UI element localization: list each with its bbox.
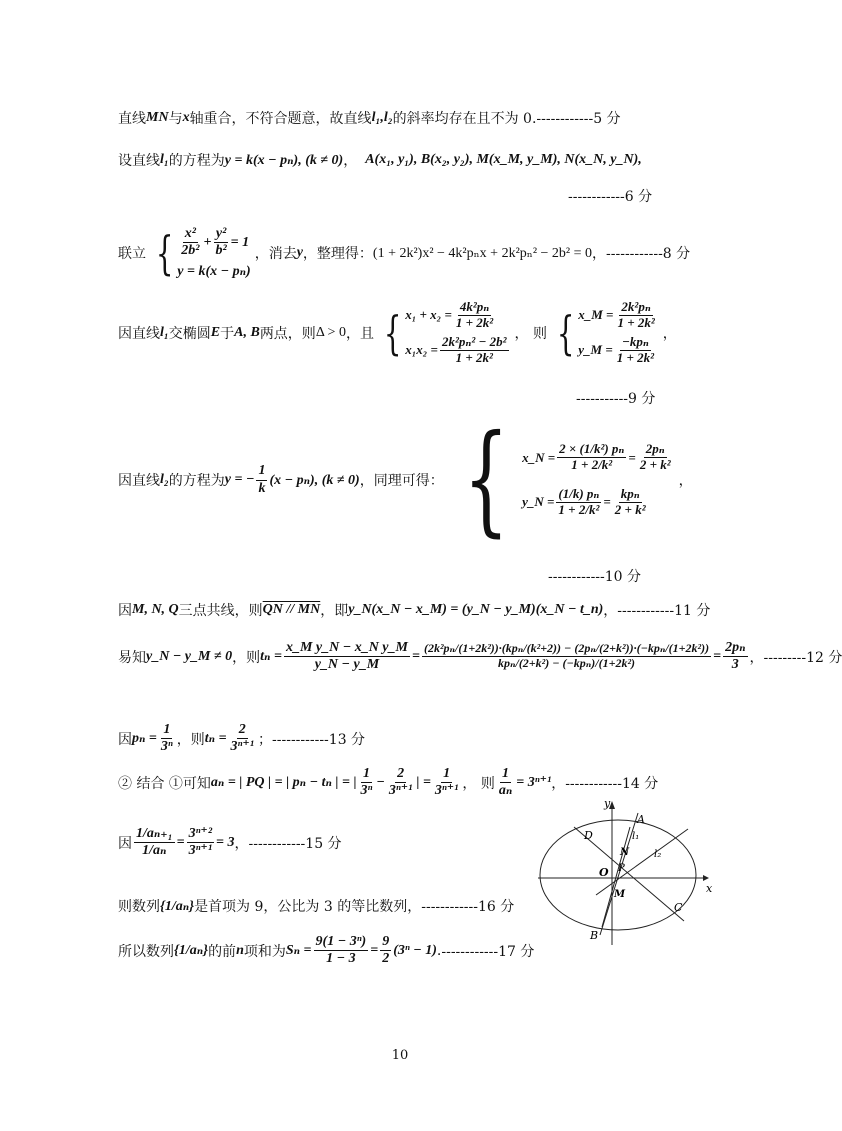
math: MN — [146, 110, 169, 125]
line-2 — [118, 150, 642, 170]
label-C: C — [674, 901, 683, 914]
frac-num: 9(1 − 3ⁿ) — [314, 934, 369, 951]
math: n — [236, 942, 244, 958]
brace: { — [383, 305, 402, 360]
line-4 — [118, 300, 677, 366]
score-mark: ------------13 分 — [272, 731, 366, 748]
text: 是首项为 9，公比为 3 的等比数列， — [194, 899, 422, 915]
line-8 — [118, 722, 365, 755]
frac-num: 2 — [237, 722, 248, 739]
text: 设直线 — [118, 153, 160, 169]
math: Sₙ = — [285, 943, 312, 959]
text: 联立 — [118, 246, 146, 263]
math: y = k(x − pₙ) — [177, 264, 251, 280]
line-1 — [118, 108, 621, 128]
score-mark: ------------15 分 — [248, 835, 342, 852]
math: QN // MN — [262, 602, 321, 617]
text: ， 则 — [462, 775, 495, 792]
math: aₙ = | PQ | = | pₙ − tₙ | = | — [210, 775, 357, 791]
text: ， — [551, 775, 566, 792]
equation-system: { x_N = $\frac{\text{2 × (1/k²) pₙ}}{\text{1 + 2/k²}}$ = $\frac{\text{2pₙ}}{\text{2 + k²}}$ y_N = $\frac{\text{(1/k) pₙ}}{\text{1 + 2/k²}}$ = $\frac{\text{kpₙ}}{\text{2 + k²}}$ — [462, 410, 671, 549]
math: Δ > 0 — [315, 324, 346, 340]
label-D: D — [584, 829, 593, 842]
line-12 — [118, 934, 534, 967]
math: = — [370, 942, 379, 958]
text: 因 — [118, 603, 132, 619]
math: x — [182, 110, 190, 125]
text: 因直线 — [118, 473, 160, 489]
math: = 3ⁿ⁺¹ — [516, 775, 552, 791]
math: = — [713, 648, 722, 664]
brace: { — [556, 305, 575, 360]
frac-num: 1/aₙ₊₁ — [134, 826, 175, 843]
line-3 — [118, 226, 690, 280]
math: = — [411, 648, 420, 664]
line-11 — [118, 896, 514, 916]
text: 所以数列 — [118, 943, 174, 960]
frac-num: (2k²pₙ/(1+2k²))·(kpₙ/(k²+2)) − (2pₙ/(2+k²))·(−kpₙ/(1+2k²)) — [423, 641, 710, 656]
math: pₙ = — [132, 731, 157, 747]
frac-num: 1 — [441, 766, 452, 783]
text: 的前 — [208, 943, 237, 960]
text: ， — [749, 649, 764, 666]
frac-den: 1/aₙ — [142, 843, 167, 859]
math: A, B — [234, 324, 260, 340]
math: (3ⁿ − 1) — [393, 942, 437, 958]
frac-num: 9 — [380, 934, 391, 951]
text: ② 结合 ①可知 — [118, 775, 211, 792]
text: ； — [258, 731, 273, 748]
score-mark: ------------8 分 — [606, 246, 691, 263]
text: ，整理得： — [302, 246, 373, 263]
text: ， — [603, 603, 618, 619]
text: ，即 — [320, 603, 349, 619]
frac-num: x² — [183, 226, 198, 243]
score-mark: ---------12 分 — [763, 649, 842, 666]
text: 因直线 — [118, 325, 160, 342]
brace: { — [462, 410, 509, 549]
page-number: 10 — [391, 1048, 409, 1063]
text: ，则 — [232, 649, 261, 666]
label-O: O — [599, 866, 609, 879]
equation-system: { $\frac{\text{x²}}{\text{2b²}}$ + $\frac{\text{y²}}{\text{b²}}$ = 1 y = k(x − pₙ) — [155, 226, 251, 281]
math: tₙ = — [260, 649, 282, 665]
frac-num: 3ⁿ⁺² — [187, 826, 214, 843]
text: 的方程为 — [168, 153, 225, 169]
frac-den: 2b² — [181, 243, 200, 259]
score-mark: -----------9 分 — [576, 391, 656, 407]
math: (1 + 2k²)x² − 4k²pₙx + 2k²pₙ² − 2b² = 0 — [372, 245, 593, 261]
frac-num: 1 — [500, 766, 511, 783]
score-mark: ------------5 分 — [536, 111, 621, 127]
text: 轴重合，不符合题意，故直线 — [189, 111, 372, 127]
math: − — [376, 774, 385, 790]
math: y = − — [224, 472, 255, 487]
math: = 3 — [216, 834, 235, 850]
frac-num: 1 — [161, 722, 172, 739]
math: y — [296, 245, 303, 261]
text: 于 — [220, 325, 235, 342]
brace: { — [155, 226, 174, 281]
text: 因 — [118, 731, 132, 748]
frac-den: kpₙ/(2+k²) − (−kpₙ)/(1+2k²) — [497, 656, 636, 671]
label-B: B — [590, 929, 599, 942]
ellipse — [540, 820, 696, 930]
text: 直线 — [118, 111, 146, 127]
label-x: x — [706, 882, 713, 895]
math: y = k(x − pₙ), (k ≠ 0) — [224, 152, 344, 168]
frac-den: 3ⁿ — [360, 783, 373, 799]
frac-den: 3ⁿ⁺¹ — [388, 783, 413, 799]
label-A: A — [637, 813, 645, 826]
text: 因 — [118, 835, 132, 852]
text: 则数列 — [118, 899, 160, 915]
label-l1: l₁ — [632, 831, 640, 842]
frac-den: 2 — [382, 951, 390, 967]
math: l₁ — [160, 324, 169, 340]
score-mark: ------------6 分 — [568, 189, 653, 205]
line-6 — [118, 600, 710, 620]
text: 与 — [168, 111, 183, 127]
math: E — [210, 324, 221, 340]
text: 交椭圆 — [168, 325, 211, 342]
frac-num: 1 — [256, 463, 267, 480]
math: l₁,l₂ — [371, 110, 393, 125]
math: l₂ — [160, 472, 169, 487]
math: {1/aₙ} — [160, 898, 195, 914]
line-7 — [118, 640, 842, 673]
text: ， — [592, 246, 607, 263]
text: ，则 — [176, 731, 205, 748]
text: ， — [662, 325, 677, 342]
score-mark: ------------14 分 — [565, 775, 659, 792]
x-axis-arrow — [703, 875, 709, 881]
math: M, N, Q — [132, 602, 179, 617]
frac-num: 2pₙ — [723, 640, 747, 657]
math: (x − pₙ), (k ≠ 0) — [269, 472, 360, 488]
label-N: N — [620, 847, 630, 858]
frac-den: 1 − 3 — [326, 951, 356, 967]
frac-den: aₙ — [498, 783, 513, 799]
frac-den: 3ⁿ⁺¹ — [230, 739, 255, 755]
text: ，同理可得： — [359, 473, 444, 489]
math: y_N(x_N − x_M) = (y_N − y_M)(x_N − t_n) — [348, 602, 604, 617]
frac-num: x_M y_N − x_N y_M — [284, 640, 410, 657]
math: {1/aₙ} — [174, 943, 209, 959]
equation-system: { x₁ + x₂ = $\frac{\text{4k²pₙ}}{\text{1 + 2k²}}$ x₁x₂ = $\frac{\text{2k²pₙ² − 2b²}}{\text{1 + 2k²}}$ — [383, 299, 507, 365]
label-l2: l₂ — [654, 849, 662, 860]
text: ， — [343, 153, 358, 169]
frac-den: k — [258, 480, 266, 496]
equation-system: { x_M = $\frac{\text{2k²pₙ}}{\text{1 + 2k²}}$ y_M = $\frac{\text{−kpₙ}}{\text{1 + 2k²}}$ — [556, 299, 655, 365]
text: 易知 — [118, 649, 146, 666]
line-10 — [118, 826, 342, 859]
text: 的方程为 — [168, 473, 225, 489]
text: ，消去 — [254, 246, 297, 263]
text: ， — [678, 473, 693, 489]
text: 三点共线，则 — [178, 603, 263, 619]
frac-num: 1 — [361, 766, 372, 783]
text: 两点，则 — [259, 325, 316, 342]
frac-num: 2 — [395, 766, 406, 783]
label-P: P — [618, 863, 625, 874]
label-y: y — [604, 797, 611, 810]
math: | = — [416, 774, 431, 790]
frac-den: 3 — [731, 657, 739, 673]
text: ， 则 — [514, 325, 547, 342]
label-M: M — [614, 889, 626, 900]
math: = — [176, 834, 185, 850]
text: 项和为 — [243, 943, 286, 960]
score-mark: ------------10 分 — [548, 569, 642, 585]
frac-den: b² — [215, 243, 227, 259]
line-5 — [118, 410, 693, 549]
frac-den: y_N − y_M — [314, 657, 380, 673]
frac-den: 3ⁿ⁺¹ — [188, 843, 213, 859]
math: tₙ = — [204, 731, 227, 747]
frac-den: 3ⁿ — [160, 739, 173, 755]
text: ， — [234, 835, 249, 852]
score-mark: ------------11 分 — [617, 603, 711, 619]
frac-den: 3ⁿ⁺¹ — [434, 783, 459, 799]
text: 的斜率均存在且不为 0. — [392, 111, 537, 127]
text: ，且 — [345, 325, 374, 342]
text: . — [436, 942, 442, 959]
math: l₁ — [160, 152, 169, 167]
ellipse-figure — [538, 795, 718, 945]
frac-num: y² — [214, 226, 228, 243]
score-mark: ------------16 分 — [421, 899, 515, 915]
math: y_N − y_M ≠ 0 — [146, 648, 233, 664]
score-mark: ------------17 分 — [441, 943, 535, 960]
math: A(x₁, y₁), B(x₂, y₂), M(x_M, y_M), N(x_N, y_N), — [365, 152, 642, 167]
math: = 1 — [230, 234, 250, 250]
